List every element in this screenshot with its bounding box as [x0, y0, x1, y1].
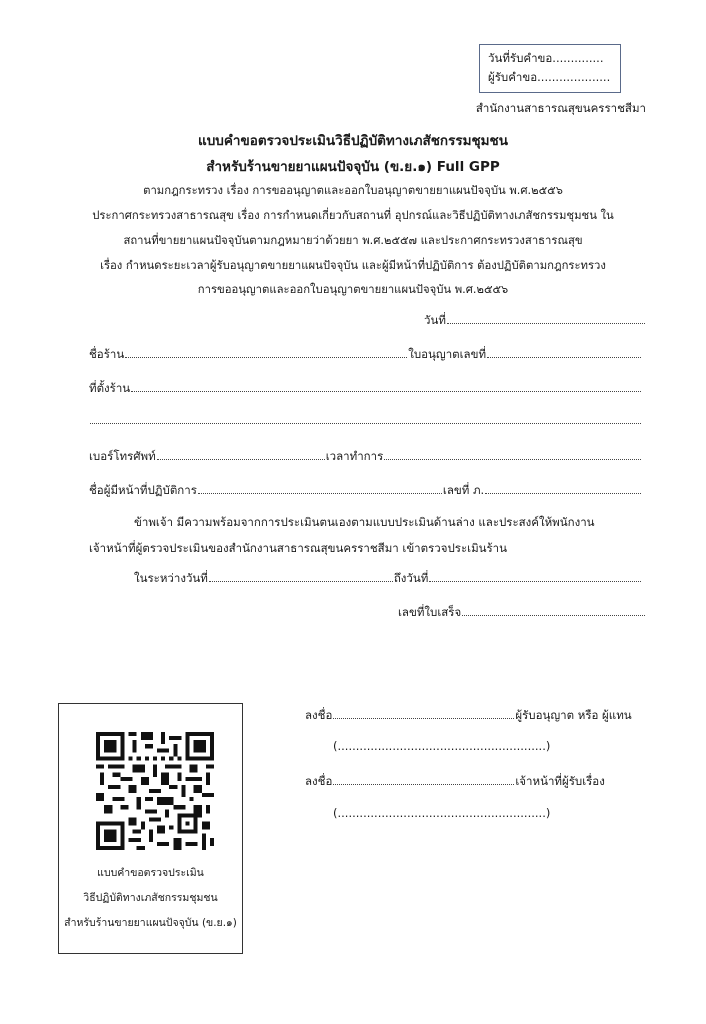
- office-name: สำนักงานสาธารณสุขนครราชสีมา: [475, 101, 646, 115]
- qr-caption-line: แบบคำขอตรวจประเมิน: [97, 867, 204, 879]
- period-from-field[interactable]: [209, 572, 393, 582]
- pharmacist-row: [89, 482, 642, 500]
- officer-signature-field[interactable]: [333, 775, 514, 785]
- license-no-label: ใบอนุญาตเลขที่: [408, 347, 487, 361]
- qr-code-box: [58, 703, 243, 954]
- qr-code-icon[interactable]: [96, 732, 214, 850]
- officer-name-field[interactable]: (.........................................................): [333, 806, 551, 820]
- receipt-no-row: [398, 604, 646, 622]
- pharmacist-no-field[interactable]: [485, 484, 641, 494]
- applicant-role: ผู้รับอนุญาต หรือ ผู้แทน: [515, 708, 632, 722]
- hours-label: เวลาทำการ: [325, 449, 384, 463]
- description-line: ประกาศกระทรวงสาธารณสุข เรื่อง การกำหนดเกี่ยวกับสถานที่ อุปกรณ์และวิธีปฏิบัติทางเภสัชกรรมชุมชน ใน: [92, 209, 614, 222]
- date-label: วันที่: [424, 313, 446, 327]
- description-line: ตามกฎกระทรวง เรื่อง การขออนุญาตและออกใบอนุญาตขายยาแผนปัจจุบัน พ.ศ.๒๕๕๖: [143, 184, 563, 197]
- receipt-box: [479, 44, 621, 93]
- officer-signature-row: [305, 773, 611, 791]
- period-to-label: ถึงวันที่: [393, 571, 429, 585]
- statement-line2: เจ้าหน้าที่ผู้ตรวจประเมินของสำนักงานสาธารณสุขนครราชสีมา เข้าตรวจประเมินร้าน: [89, 541, 508, 555]
- receipt-no-label: เลขที่ใบเสร็จ: [398, 605, 462, 619]
- address-field-2[interactable]: [90, 414, 641, 424]
- period-from-label: ในระหว่างวันที่: [134, 571, 208, 585]
- hours-field[interactable]: [384, 450, 641, 460]
- address-field[interactable]: [131, 382, 641, 392]
- pharmacist-field[interactable]: [198, 484, 442, 494]
- received-date-field[interactable]: วันที่รับคำขอ..............: [488, 51, 604, 65]
- license-no-field[interactable]: [487, 348, 641, 358]
- phone-field[interactable]: [157, 450, 325, 460]
- phone-label: เบอร์โทรศัพท์: [89, 449, 156, 463]
- address-row: [89, 380, 642, 398]
- statement-line1: ข้าพเจ้า มีความพร้อมจากการประเมินตนเองตามแบบประเมินด้านล่าง และประสงค์ให้พนักงาน: [134, 515, 595, 529]
- officer-role: เจ้าหน้าที่ผู้รับเรื่อง: [515, 774, 605, 788]
- period-row: [134, 570, 642, 588]
- qr-caption-line: สำหรับร้านขายยาแผนปัจจุบัน (ข.ย.๑): [64, 917, 237, 929]
- applicant-name-field[interactable]: (.........................................................): [333, 739, 551, 753]
- sign-label: ลงชื่อ: [305, 708, 333, 722]
- date-row: [424, 312, 646, 330]
- description-line: สถานที่ขายยาแผนปัจจุบันตามกฎหมายว่าด้วยยา พ.ศ.๒๕๕๗ และประกาศกระทรวงสาธารณสุข: [123, 234, 583, 247]
- description-line: เรื่อง กำหนดระยะเวลาผู้รับอนุญาตขายยาแผนปัจจุบัน และผู้มีหน้าที่ปฏิบัติการ ต้องปฏิบัติตามกฎกระทรวง: [100, 259, 606, 272]
- receiver-field[interactable]: ผู้รับคำขอ....................: [488, 70, 611, 84]
- shop-name-field[interactable]: [125, 348, 407, 358]
- date-field[interactable]: [447, 314, 645, 324]
- shop-name-label: ชื่อร้าน: [89, 347, 125, 361]
- phone-row: [89, 448, 642, 466]
- form-title-line1: แบบคำขอตรวจประเมินวิธีปฏิบัติทางเภสัชกรรมชุมชน: [198, 133, 508, 149]
- sign-label: ลงชื่อ: [305, 774, 333, 788]
- applicant-signature-field[interactable]: [333, 709, 514, 719]
- applicant-signature-row: [305, 707, 645, 725]
- pharmacist-no-label: เลขที่ ภ.: [442, 483, 485, 497]
- shop-row: [89, 346, 642, 364]
- description-line: การขออนุญาตและออกใบอนุญาตขายยาแผนปัจจุบัน พ.ศ.๒๕๕๖: [197, 283, 509, 296]
- receipt-no-field[interactable]: [462, 606, 645, 616]
- address-label: ที่ตั้งร้าน: [89, 381, 131, 395]
- qr-caption-line: วิธีปฏิบัติทางเภสัชกรรมชุมชน: [83, 892, 218, 904]
- form-title-line2: สำหรับร้านขายยาแผนปัจจุบัน (ข.ย.๑) Full GPP: [206, 159, 500, 175]
- period-to-field[interactable]: [429, 572, 641, 582]
- pharmacist-label: ชื่อผู้มีหน้าที่ปฏิบัติการ: [89, 483, 197, 497]
- address-row-2: [89, 414, 642, 424]
